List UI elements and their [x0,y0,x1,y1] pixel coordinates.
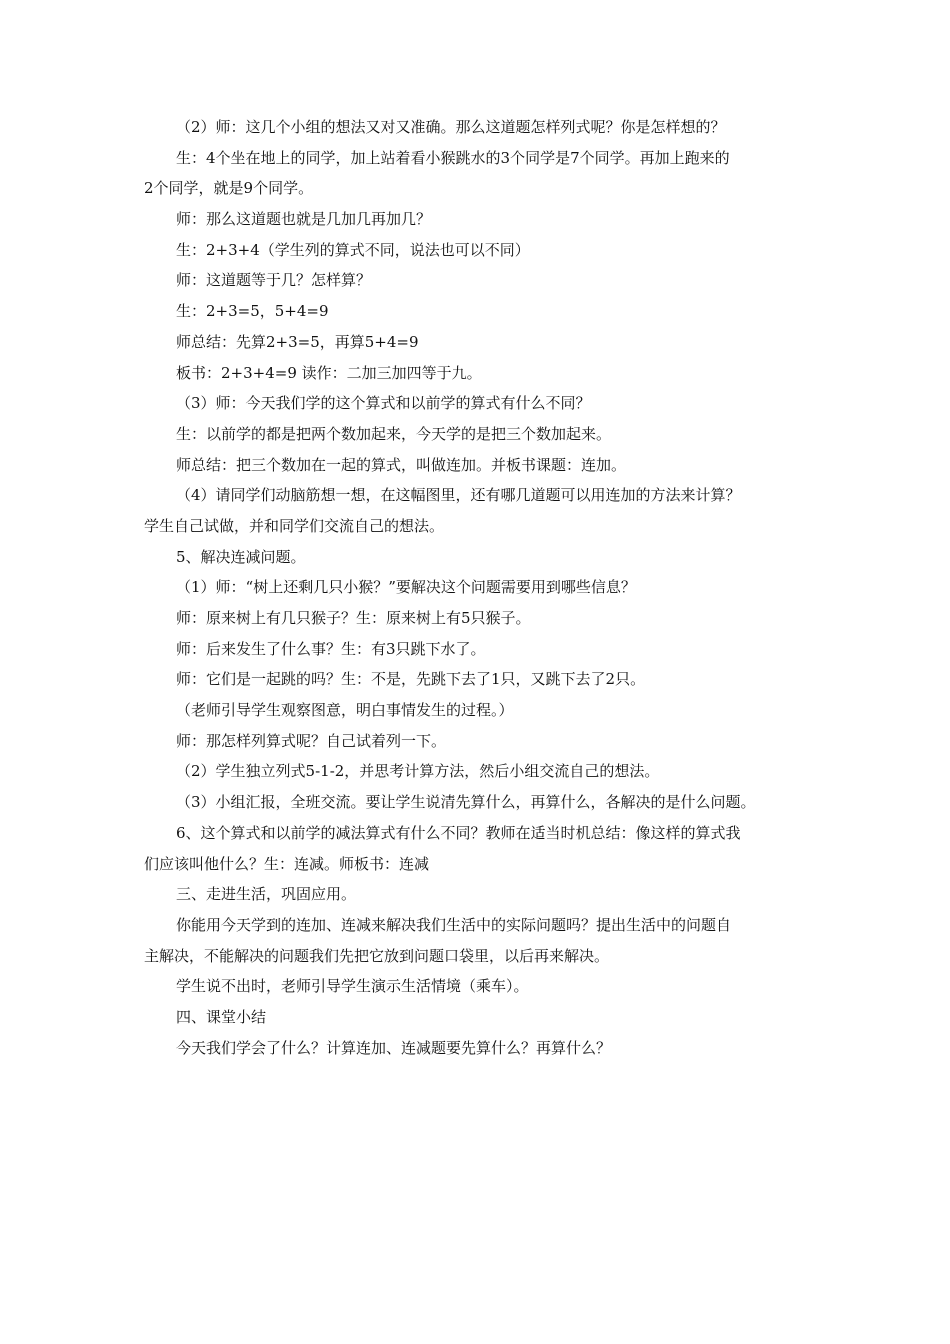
paragraph-line: 师：后来发生了什么事？生：有3只跳下水了。 [176,639,486,658]
paragraph-line: （2）师：这几个小组的想法又对又准确。那么这道题怎样列式呢？你是怎样想的？ [176,118,726,136]
document-body [144,112,814,1063]
paragraph-line: 师：这道题等于几？怎样算？ [176,271,372,290]
paragraph-line: 6、这个算式和以前学的减法算式有什么不同？教师在适当时机总结：像这样的算式我 [176,823,741,842]
paragraph-line: 师：那怎样列算式呢？自己试着列一下。 [176,731,447,750]
section-heading: 三、走进生活，巩固应用。 [176,885,357,904]
paragraph-line: 学生说不出时，老师引导学生演示生活情境（乘车）。 [176,977,529,996]
paragraph-line: 师总结：把三个数加在一起的算式，叫做连加。并板书课题：连加。 [176,455,627,474]
paragraph-line: 师：原来树上有几只猴子？生：原来树上有5只猴子。 [176,609,531,627]
paragraph-line: 你能用今天学到的连加、连减来解决我们生活中的实际问题吗？提出生活中的问题自 [176,915,732,934]
paragraph-line: 师：那么这道题也就是几加几再加几？ [176,210,432,229]
paragraph-line: 板书：2+3+4=9 读作：二加三加四等于九。 [176,363,482,382]
paragraph-line: 生：4个坐在地上的同学，加上站着看小猴跳水的3个同学是7个同学。再加上跑来的 [176,148,730,167]
paragraph-line: 师总结：先算2+3=5，再算5+4=9 [176,332,419,351]
paragraph-line: 们应该叫他什么？生：连减。师板书：连减 [144,854,430,873]
paragraph-line: （1）师：“树上还剩几只小猴？”要解决这个问题需要用到哪些信息？ [176,578,636,597]
paragraph-line: 主解决，不能解决的问题我们先把它放到问题口袋里，以后再来解决。 [144,946,610,965]
paragraph-line: （2）学生独立列式5-1-2，并思考计算方法，然后小组交流自己的想法。 [176,762,660,781]
paragraph-line: （3）师：今天我们学的这个算式和以前学的算式有什么不同？ [176,394,591,413]
paragraph-line: 生：2+3+4（学生列的算式不同，说法也可以不同） [176,240,530,259]
paragraph-line: 2个同学，就是9个同学。 [144,179,314,198]
paragraph-line: 今天我们学会了什么？计算连加、连减题要先算什么？再算什么？ [176,1038,612,1057]
section-heading: 四、课堂小结 [176,1007,267,1026]
paragraph-line: 生：2+3=5，5+4=9 [176,302,329,321]
paragraph-line: （老师引导学生观察图意，明白事情发生的过程。） [176,701,514,720]
paragraph-line: 学生自己试做，并和同学们交流自己的想法。 [144,516,445,535]
paragraph-line: 生：以前学的都是把两个数加起来，今天学的是把三个数加起来。 [176,424,612,443]
paragraph-line: （3）小组汇报，全班交流。要让学生说清先算什么，再算什么，各解决的是什么问题。 [176,793,756,812]
paragraph-line: 师：它们是一起跳的吗？生：不是，先跳下去了1只，又跳下去了2只。 [176,670,646,689]
section-heading: 5、解决连减问题。 [176,547,306,566]
paragraph-line: （4）请同学们动脑筋想一想，在这幅图里，还有哪几道题可以用连加的方法来计算？ [176,486,741,505]
